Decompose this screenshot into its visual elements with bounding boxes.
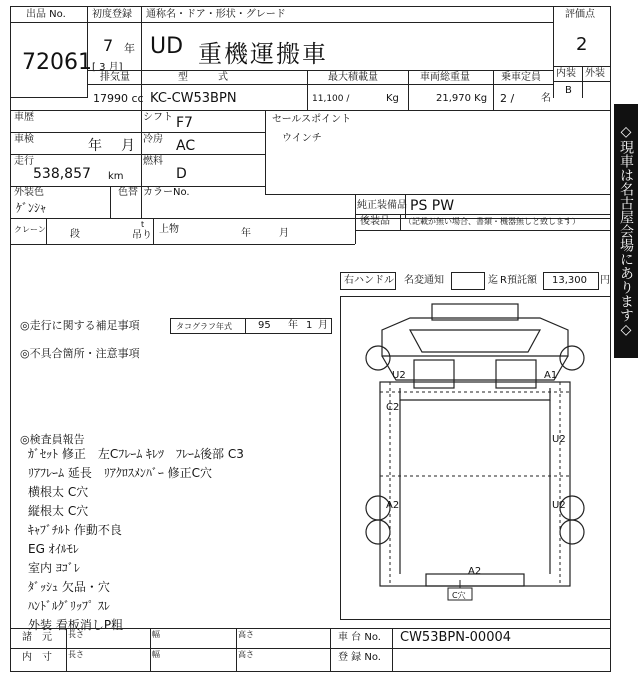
upper-month-unit: 月 — [279, 228, 289, 239]
reg-no-label: 登 録 No. — [338, 652, 381, 663]
genuine-label: 純正装備品 — [357, 200, 407, 211]
report-line: ﾊﾝﾄﾞﾙｸﾞﾘｯﾌﾟ ｽﾚ — [28, 599, 110, 613]
report-line: 縦根太 C穴 — [28, 504, 89, 518]
reg-month: [ 3 月] — [92, 62, 123, 73]
genuine-div-1 — [355, 194, 356, 244]
cab-outline — [382, 318, 568, 356]
tacho-div — [245, 318, 246, 334]
upper-label: 上物 — [159, 224, 179, 235]
sales-label: セールスポイント — [272, 114, 352, 125]
footer-div-4 — [330, 628, 331, 672]
tacho-year: 95 — [258, 320, 271, 331]
info-div-1 — [141, 110, 142, 186]
exterior-label: 外装 — [585, 68, 605, 79]
yen-label: 円 — [600, 275, 610, 286]
cab-floor — [400, 388, 550, 400]
report-line: ｶﾞｾｯﾄ 修正 左Cﾌﾚｰﾑ ｷﾚﾂ ﾌﾚｰﾑ後部 C3 — [28, 447, 244, 461]
report-line: ﾀﾞｯｼｭ 欠品・穴 — [28, 580, 110, 594]
cab-front — [382, 356, 568, 380]
sales-point: ウインチ — [282, 133, 322, 144]
fuel-value: D — [176, 166, 187, 182]
footer-top — [10, 628, 611, 629]
mark-a1-right: A1 — [544, 370, 558, 381]
seat-left — [414, 360, 454, 388]
report-line: 外装 看板消しP粗 — [28, 618, 124, 632]
mark-c2-left: C2 — [386, 402, 400, 413]
ac-label: 冷房 — [143, 134, 163, 145]
width-label-2: 幅 — [152, 650, 160, 659]
aftermarket-note: （記載が無い場合、書類・機器無しと致します） — [404, 217, 580, 226]
mark-u2-right-low: U2 — [552, 500, 566, 511]
interior-label: 内装 — [556, 68, 576, 79]
score-line-2 — [553, 81, 611, 82]
name-change-label: 名変通知 — [404, 275, 444, 286]
info-row-4 — [265, 194, 611, 195]
spec-div-4 — [493, 70, 494, 110]
lot-number: 72061 — [22, 50, 92, 75]
footer-div-3 — [236, 628, 237, 672]
wheel-rl2 — [366, 520, 390, 544]
history-label: 車歴 — [14, 112, 34, 123]
header-line — [88, 22, 553, 23]
report-line: 横根太 C穴 — [28, 485, 89, 499]
cab-window — [410, 330, 540, 352]
spec-div-2 — [307, 70, 308, 110]
height-label-1: 高さ — [238, 630, 254, 639]
seat-right — [496, 360, 536, 388]
ext-color-value: ｹﾞﾝｼｬ — [16, 201, 47, 215]
report-line: 室内 ﾖｺﾞﾚ — [28, 561, 80, 575]
crane-stage-unit: 段 — [70, 229, 80, 240]
score-label: 評価点 — [565, 9, 595, 20]
report-line: ｷｬﾌﾞﾁﾙﾄ 作動不良 — [28, 523, 122, 537]
footer-div-5 — [392, 628, 393, 672]
dimensions-label: 内 寸 — [22, 652, 52, 663]
footer-div-1 — [66, 628, 67, 672]
vehicle-name: 重機運搬車 — [198, 40, 328, 68]
capacity-unit: 名 — [541, 93, 551, 104]
name-label: 通称名・ドア・形状・グレード — [146, 9, 286, 20]
report-line: ﾘｱﾌﾚｰﾑ 延長 ﾘｱｸﾛｽﾒﾝﾊﾞｰ 修正C穴 — [28, 466, 213, 480]
gross-weight-value: 21,970 Kg — [436, 93, 488, 104]
spec-bottom — [10, 110, 611, 111]
capacity-label: 乗車定員 — [501, 72, 541, 83]
inspection-year-unit: 年 — [88, 138, 102, 154]
mileage-value: 538,857 — [33, 166, 91, 182]
color-change-label: 色替 — [118, 187, 138, 198]
footer-div-2 — [150, 628, 151, 672]
crane-lift-unit: 吊り — [132, 230, 152, 241]
spec-top — [88, 70, 553, 71]
reg-year-unit: 年 — [124, 42, 135, 55]
length-label-1: 長さ — [68, 630, 84, 639]
report-lines — [28, 446, 244, 636]
mark-u2-left: U2 — [392, 370, 406, 381]
shift-label: シフト — [143, 112, 173, 123]
mark-a2-left: A2 — [386, 500, 400, 511]
upper-div — [153, 218, 154, 244]
wheel-rr2 — [560, 520, 584, 544]
max-load-unit: Kg — [386, 93, 399, 104]
location-banner: ◇現車は名古屋会場にあります◇ — [614, 104, 638, 358]
spec-div-3 — [408, 70, 409, 110]
r-deposit-label: R預託額 — [500, 275, 537, 286]
maker: UD — [150, 34, 184, 59]
footer-mid — [10, 648, 611, 649]
supplement-heading: ◎走行に関する補足事項 — [20, 319, 140, 332]
color-div-2 — [141, 186, 142, 218]
first-reg-label: 初度登録 — [92, 9, 132, 20]
wheel-fl — [366, 346, 390, 370]
mileage-unit: km — [108, 171, 124, 182]
score-divider — [553, 6, 554, 98]
tacho-year-unit: 年 — [288, 320, 298, 331]
score-split — [582, 66, 583, 98]
refund-label: 迄 — [488, 275, 498, 286]
info-row-6 — [10, 244, 355, 245]
r-deposit-value: 13,300 — [552, 275, 587, 286]
gross-weight-label: 車両総重量 — [420, 72, 470, 83]
inspection-month-unit: 月 — [121, 138, 135, 154]
genuine-line — [355, 214, 611, 215]
displacement-value: 17990 cc — [93, 92, 144, 105]
max-load-value: 11,100 / — [312, 94, 350, 104]
inspection-label: 車検 — [14, 134, 34, 145]
max-load-label: 最大積載量 — [328, 72, 378, 83]
bed-outline — [380, 382, 570, 586]
mark-a2-bottom: A2 — [468, 566, 482, 577]
right-handle: 右ハンドル — [344, 275, 394, 286]
inspector-heading: ◎検査員報告 — [20, 433, 85, 446]
height-label-2: 高さ — [238, 650, 254, 659]
crane-t-unit: t — [141, 220, 145, 229]
ext-color-label: 外装色 — [14, 187, 44, 198]
specs-label: 諸 元 — [22, 632, 52, 643]
after-line — [355, 230, 611, 231]
capacity-value: 2 / — [500, 92, 515, 105]
chassis-label: 車 台 No. — [338, 632, 381, 643]
info-row-2 — [10, 154, 265, 155]
report-line: EG ｵｲﾙﾓﾚ — [28, 542, 79, 556]
tacho-month: 1 — [306, 320, 313, 331]
ac-value: AC — [176, 138, 196, 154]
name-change-box — [451, 272, 485, 290]
color-no-label: カラーNo. — [143, 187, 190, 198]
aftermarket-label: 後装品 — [360, 216, 390, 227]
crane-label: クレーン — [14, 225, 46, 234]
mark-c-hole: C穴 — [452, 591, 466, 600]
width-label-1: 幅 — [152, 630, 160, 639]
lot-label: 出品 No. — [26, 9, 66, 20]
chassis-no: CW53BPN-00004 — [400, 630, 512, 645]
model-value: KC-CW53BPN — [150, 91, 237, 106]
mileage-label: 走行 — [14, 156, 34, 167]
shift-value: F7 — [176, 115, 193, 131]
mark-u2-right: U2 — [552, 434, 566, 445]
genuine-value: PS PW — [410, 198, 455, 214]
spec-mid — [88, 84, 553, 85]
wheel-fr — [560, 346, 584, 370]
model-label: 型 式 — [178, 72, 228, 83]
score-value: 2 — [576, 34, 588, 55]
info-div-2 — [265, 110, 266, 194]
tacho-label: タコグラフ年式 — [176, 322, 232, 331]
color-div-1 — [110, 186, 111, 218]
displacement-label: 排気量 — [100, 72, 130, 83]
crane-div — [46, 218, 47, 244]
interior-score: B — [565, 85, 572, 96]
defect-heading: ◎不具合箇所・注意事項 — [20, 347, 140, 360]
upper-year-unit: 年 — [241, 228, 251, 239]
fuel-label: 燃料 — [143, 156, 163, 167]
lot-divider — [10, 22, 88, 23]
info-row-1 — [10, 132, 265, 133]
tacho-month-unit: 月 — [318, 320, 328, 331]
after-div — [400, 214, 401, 230]
reg-year: 7 — [103, 36, 114, 55]
length-label-2: 長さ — [68, 650, 84, 659]
header-divider-2 — [141, 22, 142, 70]
